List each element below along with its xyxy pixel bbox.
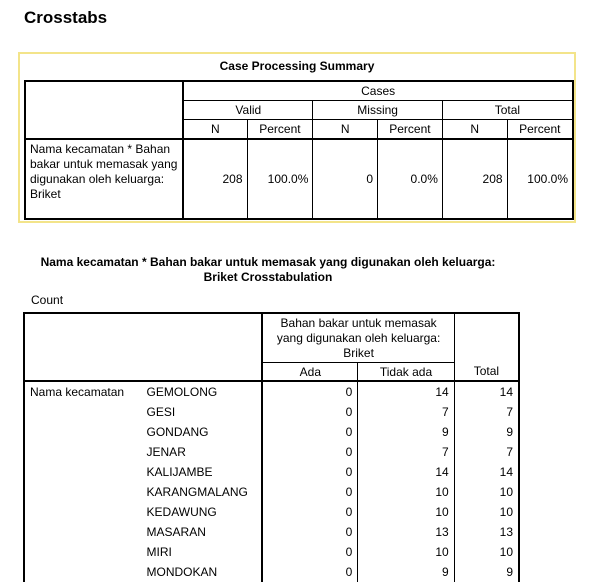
summary-table: [24, 80, 574, 220]
cell-ada: 0: [262, 482, 357, 502]
page-heading: Crosstabs: [24, 8, 108, 27]
cell-ada: 0: [262, 402, 357, 422]
cell-ada: 0: [262, 381, 357, 402]
summary-value: 208: [183, 139, 247, 219]
table-row: [24, 381, 519, 402]
summary-subheader: Percent: [378, 120, 443, 140]
row-category-label: MONDOKAN: [142, 562, 263, 582]
summary-subheader: N: [313, 120, 378, 140]
cell-tidak-ada: 9: [358, 562, 454, 582]
cell-tidak-ada: 9: [358, 422, 454, 442]
summary-value: 208: [442, 139, 507, 219]
row-variable-blank: [24, 502, 142, 522]
cell-ada: 0: [262, 442, 357, 462]
cell-total: 10: [454, 542, 519, 562]
row-variable-blank: [24, 542, 142, 562]
crosstab-body: [24, 381, 519, 582]
cell-tidak-ada: 10: [358, 482, 454, 502]
cell-total: 10: [454, 502, 519, 522]
crosstab-title: [20, 255, 516, 285]
crosstab-corner-cell: [24, 313, 262, 381]
crosstab-table[interactable]: [23, 312, 520, 582]
table-row: [24, 522, 519, 542]
crosstab-title-line2: Briket Crosstabulation: [203, 270, 333, 284]
summary-value: 0: [313, 139, 378, 219]
row-category-label: GEMOLONG: [142, 381, 263, 402]
row-variable-blank: [24, 422, 142, 442]
summary-group-valid: Valid: [183, 101, 313, 120]
summary-title: Case Processing Summary: [219, 59, 375, 73]
cell-tidak-ada: 7: [358, 442, 454, 462]
cell-ada: 0: [262, 422, 357, 442]
crosstab-col-header: Tidak ada: [358, 363, 454, 382]
summary-cases-header: Cases: [183, 81, 573, 101]
cell-tidak-ada: 10: [358, 542, 454, 562]
cell-total: 14: [454, 381, 519, 402]
row-category-label: MIRI: [142, 542, 263, 562]
cell-total: 9: [454, 422, 519, 442]
summary-group-missing: Missing: [313, 101, 443, 120]
cell-ada: 0: [262, 502, 357, 522]
table-row: [24, 502, 519, 522]
summary-row-label: Nama kecamatan * Bahan bakar untuk memasak yang digunakan oleh keluarga: Briket: [25, 139, 183, 219]
row-category-label: JENAR: [142, 442, 263, 462]
row-category-label: GONDANG: [142, 422, 263, 442]
cell-total: 7: [454, 402, 519, 422]
cell-total: 14: [454, 462, 519, 482]
summary-subheader: Percent: [247, 120, 313, 140]
table-row: [24, 462, 519, 482]
cell-ada: 0: [262, 542, 357, 562]
row-variable-label: Nama kecamatan: [24, 381, 142, 402]
table-row: [24, 482, 519, 502]
cell-tidak-ada: 13: [358, 522, 454, 542]
row-category-label: MASARAN: [142, 522, 263, 542]
crosstab-total-header: Total: [454, 313, 519, 381]
row-category-label: KARANGMALANG: [142, 482, 263, 502]
summary-subheader: N: [442, 120, 507, 140]
summary-subheader: N: [183, 120, 247, 140]
summary-corner-cell: [25, 81, 183, 139]
row-variable-blank: [24, 482, 142, 502]
table-row: [24, 442, 519, 462]
summary-value: 0.0%: [378, 139, 443, 219]
row-variable-blank: [24, 462, 142, 482]
cell-total: 10: [454, 482, 519, 502]
cell-total: 9: [454, 562, 519, 582]
row-variable-blank: [24, 522, 142, 542]
table-row: [24, 542, 519, 562]
case-processing-summary[interactable]: [18, 52, 576, 223]
summary-group-total: Total: [442, 101, 573, 120]
table-row: [24, 562, 519, 582]
cell-ada: 0: [262, 522, 357, 542]
row-category-label: KALIJAMBE: [142, 462, 263, 482]
cell-ada: 0: [262, 462, 357, 482]
summary-value: 100.0%: [507, 139, 573, 219]
row-category-label: GESI: [142, 402, 263, 422]
row-variable-blank: [24, 562, 142, 582]
crosstab-col-group-header: Bahan bakar untuk memasak yang digunakan oleh keluarga: Briket: [262, 313, 454, 363]
summary-subheader: Percent: [507, 120, 573, 140]
cell-total: 13: [454, 522, 519, 542]
cell-total: 7: [454, 442, 519, 462]
table-row: [24, 422, 519, 442]
summary-value: 100.0%: [247, 139, 313, 219]
row-variable-blank: [24, 402, 142, 422]
count-label: Count: [31, 293, 64, 307]
cell-ada: 0: [262, 562, 357, 582]
crosstab-title-line1: Nama kecamatan * Bahan bakar untuk memasak yang digunakan oleh keluarga:: [40, 255, 496, 269]
table-row: [24, 402, 519, 422]
cell-tidak-ada: 14: [358, 462, 454, 482]
crosstab-col-header: Ada: [262, 363, 357, 382]
row-variable-blank: [24, 442, 142, 462]
cell-tidak-ada: 14: [358, 381, 454, 402]
cell-tidak-ada: 7: [358, 402, 454, 422]
row-category-label: KEDAWUNG: [142, 502, 263, 522]
cell-tidak-ada: 10: [358, 502, 454, 522]
